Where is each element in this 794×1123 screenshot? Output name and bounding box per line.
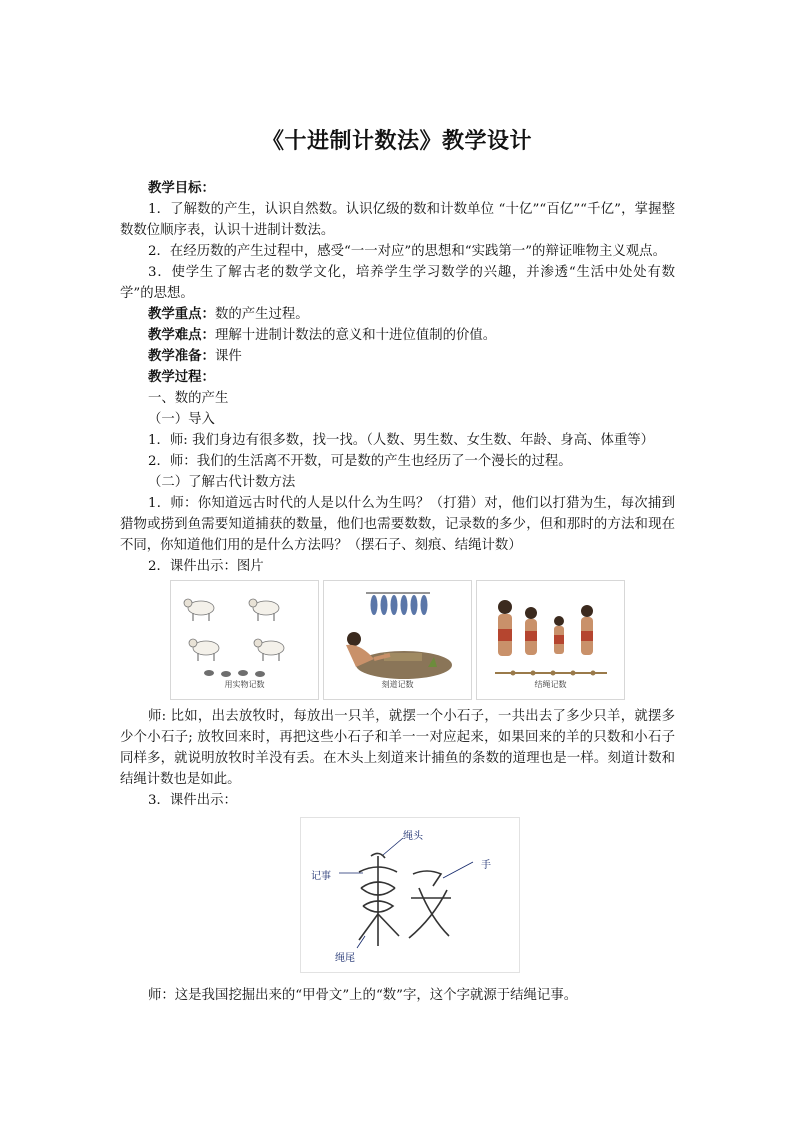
process-heading: 教学过程： <box>148 370 215 385</box>
difficulty-point <box>120 325 675 346</box>
goals-heading: 教学目标： <box>148 181 215 196</box>
caption-object-counting: 用实物记数 <box>224 680 265 689</box>
ancient-step-3: 3．课件出示： <box>148 793 237 808</box>
intro-step-1: 1．师: 我们身边有很多数，找一找。（人数、男生数、女生数、年龄、身高、体重等） <box>148 433 655 448</box>
caption-notch-counting: 刻道记数 <box>381 680 414 689</box>
subsection-intro: （一）导入 <box>148 412 215 427</box>
section-heading: 一、数的产生 <box>148 391 229 406</box>
preparation-label: 教学准备： <box>148 349 215 364</box>
preparation <box>120 346 675 367</box>
difficulty-text: 理解十进制计数法的意义和十进位值制的价值。 <box>214 328 497 343</box>
explanation-paragraph: 师: 比如，出去放牧时，每放出一只羊，就摆一个小石子，一共出去了多少只羊，就摆多少个小石子; 放牧回来时，再把这些小石子和羊一一对应起来，如果回来的羊的只数和小石子同样多，就说明放牧时羊没有丢。在木头上刻道来计捕鱼的条数的道理也是一样。刻道计数和结绳计数也是如此。 <box>120 709 675 787</box>
label-hand: 手 <box>481 860 491 871</box>
document-body <box>120 178 675 1006</box>
panel-notch-counting <box>323 580 472 700</box>
document-title: 《十进制计数法》教学设计 <box>261 129 532 154</box>
label-record-event: 记事 <box>311 871 331 882</box>
label-rope-tail: 绳尾 <box>335 953 355 964</box>
intro-step-2: 2．师：我们的生活离不开数，可是数的产生也经历了一个漫长的过程。 <box>148 454 572 469</box>
goal-item-1: 1．了解数的产生，认识自然数。认识亿级的数和计数单位 “十亿”“百亿”“千亿”，掌握整数数位顺序表，认识十进制计数法。 <box>120 202 675 238</box>
goal-item-2: 2．在经历数的产生过程中，感受“一一对应”的思想和“实践第一”的辩证唯物主义观点。 <box>148 244 666 259</box>
ancient-step-2: 2．课件出示：图片 <box>148 559 264 574</box>
oracle-bone-shu-figure <box>300 817 520 973</box>
ancient-step-1: 1．师：你知道远古时代的人是以什么为生吗？（打猎）对，他们以打猎为生，每次捕到猎物或捞到鱼需要知道捕获的数量，他们也需要数数，记录数的多少，但和那时的方法和现在不同，你知道他们用的是什么方法吗？（摆石子、刻痕、结绳计数） <box>120 496 675 553</box>
caption-knot-counting: 结绳记数 <box>534 680 567 689</box>
difficulty-label: 教学难点： <box>148 328 215 343</box>
key-point-text: 数的产生过程。 <box>214 307 309 322</box>
closing-paragraph: 师：这是我国挖掘出来的“甲骨文”上的“数”字，这个字就源于结绳记事。 <box>148 988 578 1003</box>
goal-item-3: 3．使学生了解古老的数学文化，培养学生学习数学的兴趣，并渗透“生活中处处有数学”的思想。 <box>120 265 675 301</box>
label-rope-head: 绳头 <box>403 831 423 842</box>
preparation-text: 课件 <box>214 349 242 364</box>
panel-knot-counting <box>476 580 625 700</box>
subsection-ancient: （二）了解古代计数方法 <box>148 475 296 490</box>
panel-object-counting <box>170 580 319 700</box>
key-point-label: 教学重点： <box>148 307 215 322</box>
key-point <box>120 304 675 325</box>
counting-methods-figure <box>120 580 675 700</box>
